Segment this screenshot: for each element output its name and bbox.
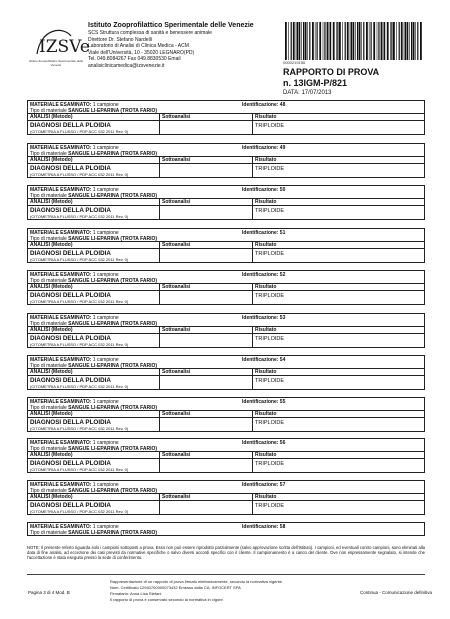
col-result: Risultato — [255, 199, 277, 206]
material-type: SANGUE LI-EPARINA (TROTA FARIO) — [68, 235, 158, 242]
material-label: MATERIALE ESAMINATO: — [30, 314, 92, 321]
material-type-label: Tipo di materiale — [30, 277, 67, 284]
analysis-method: (CITOMETRIA A FLUSSO / PDP ACC 032 2011 Rev. 0) — [30, 214, 129, 219]
identification-label: Identificazione: — [242, 314, 279, 321]
institute-email: analisiclinicamedica@izsvenezie.it — [88, 62, 165, 69]
barcode-bar — [291, 22, 292, 60]
barcode-bar — [373, 22, 375, 60]
signature-line: Num. Certificato 12940700000073432 Emesso dalla CA: INFOCERT SPA — [110, 585, 241, 590]
result-value: TRIPLOIDE — [255, 292, 285, 299]
analysis-name: DIAGNOSI DELLA PLOIDIA — [30, 206, 111, 214]
material-label: MATERIALE ESAMINATO: — [30, 398, 92, 405]
analysis-name: DIAGNOSI DELLA PLOIDIA — [30, 334, 111, 342]
barcode-bar — [396, 22, 397, 60]
col-result: Risultato — [255, 114, 277, 121]
col-result: Risultato — [255, 284, 277, 291]
sample-block — [27, 185, 425, 220]
logo-caption: Istituto Zooprofilattico Sperimentale delle Venezie — [28, 59, 84, 67]
identification-value: 58 — [279, 523, 286, 530]
date-value: 17/07/2013 — [301, 90, 332, 96]
barcode-bar — [399, 22, 400, 60]
barcode-bar — [357, 22, 358, 60]
col-subanalysis: Sottoanalisi — [162, 114, 191, 121]
material-label: MATERIALE ESAMINATO: — [30, 229, 92, 236]
barcode-bar — [339, 22, 341, 60]
barcode-bar — [411, 22, 412, 60]
sample-count: 1 campione — [92, 398, 119, 405]
material-type: SANGUE LI-EPARINA (TROTA FARIO) — [68, 362, 158, 369]
col-analysis: ANALISI (Metodo) — [30, 242, 73, 249]
material-type: SANGUE LI-EPARINA (TROTA FARIO) — [68, 107, 158, 114]
sample-count: 1 campione — [92, 439, 119, 446]
material-type-label: Tipo di materiale — [30, 487, 67, 494]
barcode-bar — [285, 22, 287, 60]
institute-logo — [33, 22, 90, 62]
identification-label: Identificazione: — [242, 144, 279, 151]
disclaimer-note: NOTE: Il presente referto riguarda solo i campioni sottoposti a prova. Esso non può essere riprodotto parzialmente (salvo approvazione scritta dell'Istituto). I campioni, ed eventuali contro campioni, sono eliminati alla data di fine analisi, ad eccezione dei casi previsti da normative specifiche o salvo diversi accordi specifici con il cliente. Il campionamento è a carico del cliente. Ove non espressamente segnalato, si intende che l'accettazione è stata eseguita presso la sede di conferimento. — [27, 545, 425, 560]
analysis-method: (CITOMETRIA A FLUSSO / PDP ACC 032 2011 Rev. 0) — [30, 342, 129, 347]
barcode-bar — [293, 22, 295, 60]
barcode-bar — [329, 22, 330, 60]
sample-count: 1 campione — [92, 314, 119, 321]
analysis-name: DIAGNOSI DELLA PLOIDIA — [30, 164, 111, 172]
material-label: MATERIALE ESAMINATO: — [30, 439, 92, 446]
barcode-bar — [330, 22, 331, 60]
sample-block — [27, 355, 425, 390]
barcode-bar — [353, 22, 355, 60]
continuation-note: Continua - Comunicazione definitiva — [360, 590, 433, 595]
col-analysis: ANALISI (Metodo) — [30, 199, 73, 206]
sample-block — [27, 270, 425, 305]
material-type-label: Tipo di materiale — [30, 235, 67, 242]
result-value: TRIPLOIDE — [255, 165, 285, 172]
barcode-bar — [387, 22, 389, 60]
col-subanalysis: Sottoanalisi — [162, 199, 191, 206]
page-number: Pagina 3 di 4 Mod. B — [28, 590, 70, 595]
sample-count: 1 campione — [92, 271, 119, 278]
material-type: SANGUE LI-EPARINA (TROTA FARIO) — [68, 150, 158, 157]
col-subanalysis: Sottoanalisi — [162, 242, 191, 249]
sample-count: 1 campione — [92, 101, 119, 108]
barcode-bar — [377, 22, 378, 60]
analysis-method: (CITOMETRIA A FLUSSO / PDP ACC 032 2011 Rev. 0) — [30, 257, 129, 262]
analysis-name: DIAGNOSI DELLA PLOIDIA — [30, 291, 111, 299]
identification-label: Identificazione: — [242, 186, 279, 193]
sample-block — [27, 313, 425, 348]
report-title: RAPPORTO DI PROVA — [283, 67, 380, 77]
institute-line: Viale dell'Università, 10 - 35020 LEGNARO(PD) — [88, 49, 195, 56]
result-value: TRIPLOIDE — [255, 377, 285, 384]
barcode-bar — [401, 22, 403, 60]
identification-label: Identificazione: — [242, 439, 279, 446]
barcode-bar — [363, 22, 364, 60]
material-type: SANGUE LI-EPARINA (TROTA FARIO) — [68, 445, 158, 452]
identification-label: Identificazione: — [242, 356, 279, 363]
sample-block — [27, 522, 425, 536]
identification-value: 52 — [279, 271, 286, 278]
sample-count: 1 campione — [92, 186, 119, 193]
signature-block — [110, 579, 340, 603]
material-type-label: Tipo di materiale — [30, 404, 67, 411]
sample-count: 1 campione — [92, 523, 119, 530]
signature-line: Rappresentazione di un rapporto di prova firmato elettronicamente, secondo la normativa vigente. — [110, 579, 283, 584]
institute-line: Laboratorio di Analisi di Clinica Medica - ACM — [88, 43, 189, 49]
material-type-label: Tipo di materiale — [30, 107, 67, 114]
barcode-bar — [391, 22, 392, 60]
analysis-name: DIAGNOSI DELLA PLOIDIA — [30, 501, 111, 509]
barcode-bar — [409, 22, 410, 60]
material-label: MATERIALE ESAMINATO: — [30, 144, 92, 151]
barcode-bar — [371, 22, 372, 60]
result-value: TRIPLOIDE — [255, 460, 285, 467]
barcode-bar — [405, 22, 406, 60]
col-result: Risultato — [255, 452, 277, 459]
material-label: MATERIALE ESAMINATO: — [30, 523, 92, 530]
identification-label: Identificazione: — [242, 398, 279, 405]
analysis-name: DIAGNOSI DELLA PLOIDIA — [30, 418, 111, 426]
result-value: TRIPLOIDE — [255, 419, 285, 426]
analysis-method: (CITOMETRIA A FLUSSO / PDP ACC 032 2011 Rev. 0) — [30, 384, 129, 389]
result-value: TRIPLOIDE — [255, 122, 285, 129]
barcode-bar — [413, 22, 415, 60]
material-type: SANGUE LI-EPARINA (TROTA FARIO) — [68, 320, 158, 327]
barcode-bar — [415, 22, 416, 60]
result-value: TRIPLOIDE — [255, 335, 285, 342]
report-number: n. 13IGM-P/821 — [283, 78, 348, 88]
barcode-bar — [301, 22, 302, 60]
material-type: SANGUE LI-EPARINA (TROTA FARIO) — [68, 487, 158, 494]
analysis-name: DIAGNOSI DELLA PLOIDIA — [30, 459, 111, 467]
barcode-bar — [366, 22, 368, 60]
sample-block — [27, 100, 425, 135]
identification-label: Identificazione: — [242, 271, 279, 278]
col-analysis: ANALISI (Metodo) — [30, 114, 73, 121]
material-type: SANGUE LI-EPARINA (TROTA FARIO) — [68, 529, 158, 536]
material-label: MATERIALE ESAMINATO: — [30, 101, 92, 108]
col-subanalysis: Sottoanalisi — [162, 157, 191, 164]
col-analysis: ANALISI (Metodo) — [30, 369, 73, 376]
material-type-label: Tipo di materiale — [30, 150, 67, 157]
analysis-name: DIAGNOSI DELLA PLOIDIA — [30, 249, 111, 257]
barcode-bar — [407, 22, 409, 60]
col-result: Risultato — [255, 327, 277, 334]
material-type: SANGUE LI-EPARINA (TROTA FARIO) — [68, 404, 158, 411]
sample-block — [27, 438, 425, 473]
identification-value: 48 — [279, 101, 286, 108]
col-subanalysis: Sottoanalisi — [162, 411, 191, 418]
barcode-bar — [296, 22, 297, 60]
material-label: MATERIALE ESAMINATO: — [30, 271, 92, 278]
col-result: Risultato — [255, 157, 277, 164]
analysis-method: (CITOMETRIA A FLUSSO / PDP ACC 032 2011 Rev. 0) — [30, 129, 129, 134]
identification-value: 50 — [279, 186, 286, 193]
material-type: SANGUE LI-EPARINA (TROTA FARIO) — [68, 192, 158, 199]
barcode-bar — [355, 22, 356, 60]
barcode-bar — [303, 22, 304, 60]
barcode-bar — [383, 22, 384, 60]
barcode-bar — [317, 22, 318, 60]
analysis-method: (CITOMETRIA A FLUSSO / PDP ACC 032 2011 Rev. 0) — [30, 509, 129, 514]
barcode-bar — [336, 22, 337, 60]
material-label: MATERIALE ESAMINATO: — [30, 356, 92, 363]
identification-value: 54 — [279, 356, 286, 363]
barcode-bar — [361, 22, 362, 60]
identification-value: 55 — [279, 398, 286, 405]
barcode-bar — [350, 22, 351, 60]
identification-value: 57 — [279, 481, 286, 488]
col-analysis: ANALISI (Metodo) — [30, 452, 73, 459]
col-subanalysis: Sottoanalisi — [162, 284, 191, 291]
barcode-bar — [323, 22, 324, 60]
identification-label: Identificazione: — [242, 481, 279, 488]
barcode-bar — [299, 22, 301, 60]
date-label: DATA: — [283, 90, 300, 96]
sample-block — [27, 480, 425, 515]
barcode-bar — [384, 22, 385, 60]
col-result: Risultato — [255, 369, 277, 376]
barcode-bar — [351, 22, 352, 60]
sample-count: 1 campione — [92, 144, 119, 151]
material-type-label: Tipo di materiale — [30, 445, 67, 452]
institute-line: SCS Struttura complessa di sanità e benessere animale — [88, 30, 212, 36]
analysis-method: (CITOMETRIA A FLUSSO / PDP ACC 032 2011 Rev. 0) — [30, 426, 129, 431]
signature-line: Firmatario: Anna Lisa Stefani — [110, 591, 162, 596]
barcode-bar — [324, 22, 325, 60]
barcode-bar — [309, 22, 310, 60]
identification-value: 49 — [279, 144, 286, 151]
report-date — [283, 90, 331, 96]
barcode-bar — [345, 22, 346, 60]
analysis-method: (CITOMETRIA A FLUSSO / PDP ACC 032 2011 Rev. 0) — [30, 467, 129, 472]
barcode-number: 0000219156 — [283, 60, 306, 65]
identification-value: 53 — [279, 314, 286, 321]
result-value: TRIPLOIDE — [255, 207, 285, 214]
barcode-bar — [381, 22, 383, 60]
institute-name: Istituto Zooprofilattico Sperimentale delle Venezie — [88, 22, 254, 29]
col-result: Risultato — [255, 242, 277, 249]
identification-label: Identificazione: — [242, 101, 279, 108]
col-result: Risultato — [255, 411, 277, 418]
col-analysis: ANALISI (Metodo) — [30, 411, 73, 418]
identification-value: 56 — [279, 439, 286, 446]
barcode-bar — [369, 22, 370, 60]
barcode-bar — [307, 22, 308, 60]
barcode-bar — [327, 22, 329, 60]
col-subanalysis: Sottoanalisi — [162, 327, 191, 334]
barcode-bar — [297, 22, 298, 60]
col-analysis: ANALISI (Metodo) — [30, 284, 73, 291]
barcode-bar — [342, 22, 343, 60]
sample-block — [27, 143, 425, 178]
col-analysis: ANALISI (Metodo) — [30, 494, 73, 501]
analysis-method: (CITOMETRIA A FLUSSO / PDP ACC 032 2011 Rev. 0) — [30, 299, 129, 304]
material-label: MATERIALE ESAMINATO: — [30, 186, 92, 193]
identification-label: Identificazione: — [242, 523, 279, 530]
col-result: Risultato — [255, 494, 277, 501]
analysis-name: DIAGNOSI DELLA PLOIDIA — [30, 121, 111, 129]
material-label: MATERIALE ESAMINATO: — [30, 481, 92, 488]
barcode-bar — [393, 22, 395, 60]
barcode-bar — [315, 22, 316, 60]
result-value: TRIPLOIDE — [255, 250, 285, 257]
signature-line: Il rapporto di prova è conservato secondo la normativa in vigore. — [110, 597, 224, 602]
material-type: SANGUE LI-EPARINA (TROTA FARIO) — [68, 277, 158, 284]
barcode-bar — [417, 22, 418, 60]
col-subanalysis: Sottoanalisi — [162, 452, 191, 459]
barcode-bar — [404, 22, 405, 60]
col-analysis: ANALISI (Metodo) — [30, 327, 73, 334]
analysis-name: DIAGNOSI DELLA PLOIDIA — [30, 376, 111, 384]
barcode-bar — [305, 22, 307, 60]
identification-label: Identificazione: — [242, 229, 279, 236]
material-type-label: Tipo di materiale — [30, 320, 67, 327]
barcode-bar — [319, 22, 321, 60]
barcode-bar — [337, 22, 338, 60]
institute-info — [88, 22, 268, 69]
footer-divider — [27, 574, 425, 575]
barcode-bar — [378, 22, 379, 60]
sample-block — [27, 397, 425, 432]
sample-block — [27, 228, 425, 263]
institute-line: Direttore Dr. Stefano Nardelli — [88, 36, 152, 43]
sample-count: 1 campione — [92, 356, 119, 363]
barcode-bar — [420, 22, 422, 60]
material-type-label: Tipo di materiale — [30, 529, 67, 536]
analysis-method: (CITOMETRIA A FLUSSO / PDP ACC 032 2011 Rev. 0) — [30, 172, 129, 177]
barcode-bar — [288, 22, 289, 60]
col-subanalysis: Sottoanalisi — [162, 369, 191, 376]
col-analysis: ANALISI (Metodo) — [30, 157, 73, 164]
barcode-bar — [347, 22, 349, 60]
col-subanalysis: Sottoanalisi — [162, 494, 191, 501]
material-type-label: Tipo di materiale — [30, 362, 67, 369]
sample-count: 1 campione — [92, 481, 119, 488]
barcode-bar — [359, 22, 361, 60]
identification-value: 51 — [279, 229, 286, 236]
barcode-bar — [333, 22, 335, 60]
barcode-bar — [390, 22, 391, 60]
barcode-bar — [312, 22, 314, 60]
svg-text:IZSVe: IZSVe — [39, 37, 90, 57]
barcode — [283, 22, 423, 60]
material-type-label: Tipo di materiale — [30, 192, 67, 199]
sample-count: 1 campione — [92, 229, 119, 236]
institute-line: Tel. 049.8084267 Fax 049.8830530 Email — [88, 56, 181, 62]
result-value: TRIPLOIDE — [255, 502, 285, 509]
